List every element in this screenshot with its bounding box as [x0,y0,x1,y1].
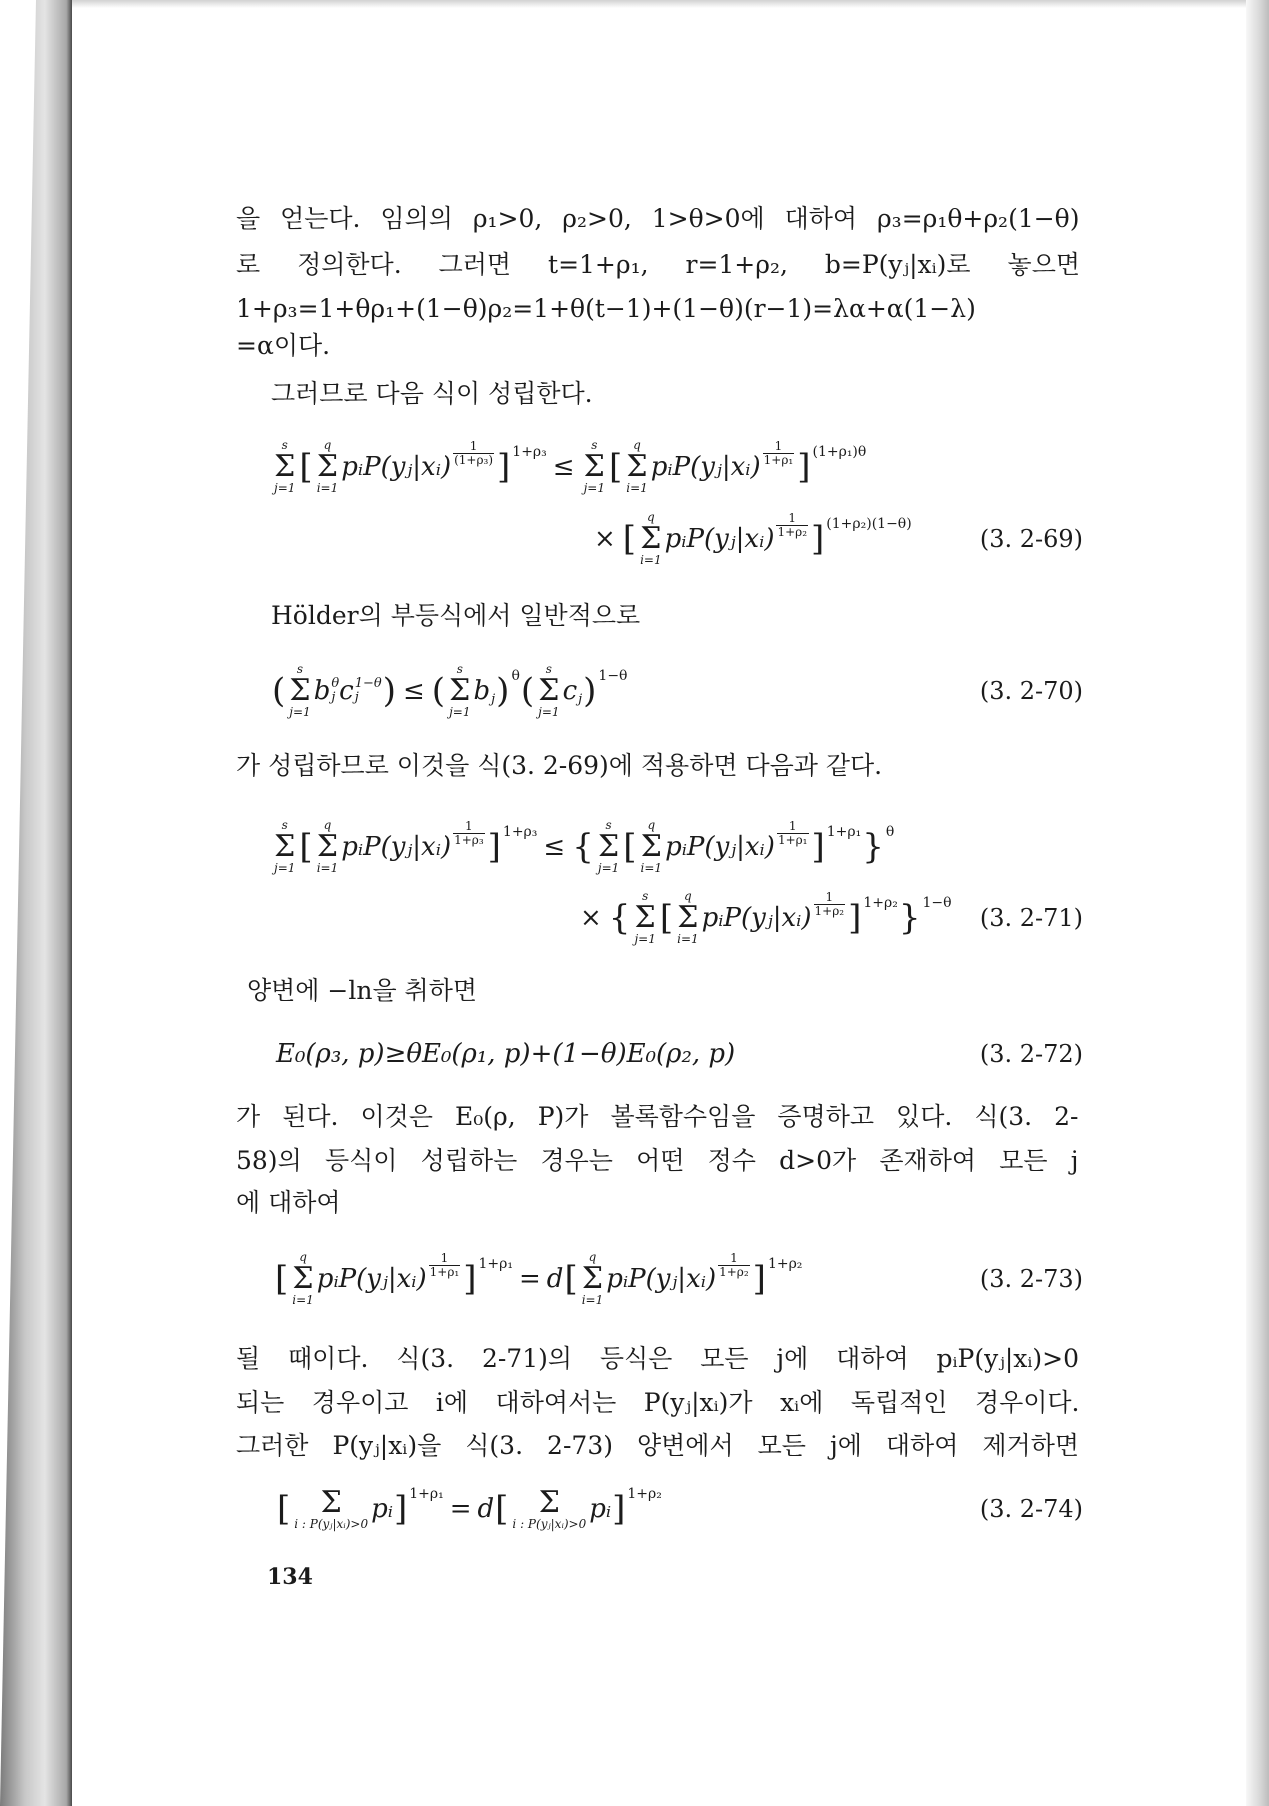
sum-lower-limit: j=1 [634,932,656,946]
sum-lower-limit: j=1 [274,481,296,495]
subscript: j [491,691,496,707]
fraction-exponent [814,891,846,918]
variable-c: c [339,676,354,706]
times-sign: × [580,903,602,933]
summation [626,439,648,495]
equation-body [276,1474,662,1544]
sum-upper-limit: s [296,662,304,676]
left-bracket: [ [277,1489,291,1529]
summation [274,819,295,875]
probability-term: pᵢP(yⱼ|xᵢ) [341,832,452,862]
variable-d: d [546,1264,564,1294]
text-line [236,1426,1083,1466]
fraction-denominator: 1+ρ₁ [777,832,808,847]
text-line-content: 되는 경우이고 i에 대하여서는 P(yⱼ|xᵢ)가 xᵢ에 독립적인 경우이다. [236,1388,1080,1417]
text-line-content: 58)의 등식이 성립하는 경우는 어떤 정수 d>0가 존재하여 모든 j [236,1146,1079,1175]
probability-term: pᵢ [589,1494,612,1524]
sum-upper-limit: q [647,818,656,832]
exponent: 1−θ [922,895,952,911]
text-line [236,1383,1083,1423]
fraction-exponent [453,820,485,847]
summation [292,1251,314,1307]
text-line [236,1097,1083,1137]
text-line-content: 양변에 −ln을 취하면 [247,976,477,1005]
equation-body [276,1019,735,1089]
sum-upper-limit: s [281,438,288,452]
text-line-content: 그러한 P(yⱼ|xᵢ)을 식(3. 2-73) 양변에서 모든 j에 대하여 제거하면 [236,1431,1079,1460]
times-sign: × [594,524,616,554]
equation-number: (3. 2-71) [979,904,1083,932]
less-equal-sign: ≤ [543,832,566,862]
sigma-symbol: Σ [274,829,296,864]
text-line [236,199,1083,239]
left-bracket: [ [622,519,637,559]
equation-body [271,656,628,726]
text-line-content: 에 대하여 [236,1188,341,1217]
sum-lower-limit: i=1 [677,932,699,946]
left-paren: ( [272,671,286,711]
sum-lower-limit: j=1 [597,861,620,875]
probability-term: pᵢP(yⱼ|xᵢ) [664,524,775,554]
fraction-denominator: (1+ρ₃) [454,452,494,467]
fraction-exponent [429,1252,461,1279]
right-bracket: ] [487,827,501,867]
equals-sign: = [449,1494,472,1524]
sum-lower-limit: i=1 [316,861,339,875]
sum-upper-limit: q [633,438,641,452]
sum-lower-limit: i=1 [292,1293,314,1307]
left-bracket: [ [608,447,623,487]
text-line [236,245,1083,285]
right-bracket: ] [811,519,825,559]
sigma-symbol: Σ [640,829,662,864]
sub-superscript [355,677,382,705]
left-bracket: [ [299,827,313,867]
sum-lower-limit: j=1 [289,705,311,719]
fraction-numerator: 1 [788,510,797,525]
summation [294,1484,369,1531]
equation-3-2-72 [276,1019,956,1089]
sigma-symbol: Σ [597,829,620,864]
page-top-shadow [72,0,1248,8]
sigma-symbol: Σ [634,900,656,935]
text-line-content: 가 성립하므로 이것을 식(3. 2-69)에 적용하면 다음과 같다. [236,751,883,780]
text-line [236,1339,1083,1379]
sigma-symbol: Σ [538,673,560,708]
summation [634,890,655,946]
fraction-numerator: 1 [465,818,473,833]
sum-upper-limit: q [646,510,655,524]
sum-upper-limit: s [456,662,463,676]
summation [512,1484,587,1531]
fraction-denominator: 1+ρ₁ [763,452,794,467]
right-bracket: ] [797,447,811,487]
sum-lower-limit: i=1 [640,861,663,875]
equation-number: (3. 2-74) [979,1495,1083,1523]
sigma-symbol: Σ [289,673,311,708]
subscript: j [578,691,583,707]
equation-3-2-69-line-2 [588,504,960,574]
exponent: 1+ρ₂ [767,1256,803,1272]
sum-lower-limit: i=1 [581,1293,604,1307]
left-bracket: [ [275,1259,289,1299]
variable-b: b [313,676,331,706]
fraction-exponent [763,440,795,467]
exponent: 1+ρ₃ [502,824,538,840]
sum-upper-limit: s [642,889,649,903]
fraction-exponent [776,512,808,539]
right-bracket: ] [393,1489,408,1529]
equation-3-2-69-line-1 [271,432,1083,502]
equation-3-2-74 [276,1474,966,1544]
fraction-denominator: 1+ρ₁ [429,1264,460,1279]
sum-upper-limit: s [591,438,598,452]
left-bracket: [ [564,1259,578,1299]
summation [641,819,663,875]
sum-upper-limit: q [323,438,332,452]
sum-lower-limit: j=1 [538,705,560,719]
text-line-content: 을 얻는다. 임의의 ρ₁>0, ρ₂>0, 1>θ>0에 대하여 ρ₃=ρ₁θ+ρ₂(1−θ) [236,204,1080,233]
sum-upper-limit: s [545,662,552,676]
fraction-numerator: 1 [774,438,783,453]
text-line-content: 그러므로 다음 식이 성립한다. [271,379,593,408]
fraction-denominator: 1+ρ₂ [814,903,845,918]
exponent: 1+ρ₃ [512,444,547,460]
right-paren: ) [382,671,396,711]
text-line-content: =α이다. [236,331,331,360]
sigma-symbol: Σ [274,449,296,484]
sigma-symbol: Σ [449,673,471,708]
probability-term: pᵢP(yⱼ|xᵢ) [650,452,761,482]
sum-lower-limit: i : P(yⱼ|xᵢ)>0 [294,1516,369,1531]
right-bracket: ] [848,898,862,938]
sum-lower-limit: j=1 [449,705,471,719]
fraction-numerator: 1 [469,438,478,453]
less-equal-sign: ≤ [403,676,425,706]
book-binding-edge [0,0,72,1806]
left-bracket: [ [623,827,637,867]
text-line [236,746,1083,786]
equation-number: (3. 2-72) [979,1040,1083,1068]
right-bracket: ] [612,1489,626,1529]
sum-upper-limit: q [684,889,692,903]
equation-number: (3. 2-73) [979,1265,1083,1293]
sigma-symbol: Σ [626,449,648,484]
sum-lower-limit: i=1 [316,481,339,495]
text-line [236,326,1083,366]
text-line [271,374,1083,414]
probability-term: pᵢP(yⱼ|xᵢ) [316,1264,427,1294]
exponent: 1+ρ₂ [627,1486,662,1502]
summation [598,819,619,875]
text-line [236,1183,1083,1223]
sigma-symbol: Σ [320,1484,342,1520]
subscript: j [354,690,359,705]
sigma-symbol: Σ [583,449,605,484]
exponent: 1+ρ₁ [409,1486,444,1502]
exponent: θ [511,668,520,684]
equation-3-2-71-line-2 [574,883,974,953]
variable-b: b [473,676,491,706]
convexity-inequality: E₀(ρ₃, p)≥θE₀(ρ₁, p)+(1−θ)E₀(ρ₂, p) [276,1039,736,1069]
sub-superscript [331,677,339,705]
sum-lower-limit: i=1 [626,481,648,495]
sigma-symbol: Σ [640,521,662,556]
equation-3-2-70 [271,656,951,726]
equation-number: (3. 2-70) [979,677,1083,705]
summation [640,511,662,567]
text-line [247,971,1083,1011]
sum-lower-limit: i : P(yⱼ|xᵢ)>0 [512,1516,587,1531]
text-line [236,1141,1083,1181]
summation [449,663,470,719]
text-line-content: Hölder의 부등식에서 일반적으로 [271,601,641,630]
less-equal-sign: ≤ [552,452,575,482]
page-number: 134 [267,1564,313,1590]
summation [317,439,339,495]
left-bracket: [ [659,898,674,938]
equation-number: (3. 2-69) [979,525,1083,553]
superscript: θ [331,676,340,691]
sum-lower-limit: j=1 [583,481,605,495]
summation [538,663,559,719]
fraction-exponent [718,1252,750,1279]
fraction-numerator: 1 [825,889,834,904]
sigma-symbol: Σ [677,900,699,935]
equation-body [271,812,894,882]
left-brace: { [608,898,631,938]
fraction-exponent [453,440,494,467]
sum-lower-limit: i=1 [640,553,662,567]
right-brace: } [862,827,884,867]
probability-term: pᵢ [371,1494,393,1524]
summation [582,1251,604,1307]
equation-body [588,504,912,574]
fraction-numerator: 1 [730,1250,738,1265]
exponent: θ [885,824,895,840]
text-line-content: 가 된다. 이것은 E₀(ρ, P)가 볼록함수임을 증명하고 있다. 식(3. 2- [236,1102,1079,1131]
text-line-content: 1+ρ₃=1+θρ₁+(1−θ)ρ₂=1+θ(t−1)+(1−θ)(r−1)=λα+α(1−λ) [236,294,976,323]
exponent: 1+ρ₁ [478,1256,513,1272]
sum-upper-limit: s [605,818,612,832]
left-brace: { [572,827,594,867]
probability-term: pᵢP(yⱼ|xᵢ) [606,1264,717,1294]
fraction-denominator: 1+ρ₃ [454,832,484,847]
variable-c: c [562,676,578,706]
right-brace: } [898,898,921,938]
summation [677,890,699,946]
right-bracket: ] [463,1259,477,1299]
fraction-denominator: 1+ρ₂ [719,1264,749,1279]
exponent: 1+ρ₂ [863,895,898,911]
right-bracket: ] [497,447,511,487]
variable-d: d [477,1494,495,1524]
fraction-numerator: 1 [788,818,797,833]
sum-lower-limit: j=1 [274,861,296,875]
sum-upper-limit: q [323,818,332,832]
exponent: (1+ρ₁)θ [812,444,867,460]
sigma-symbol: Σ [538,1484,560,1520]
left-bracket: [ [495,1489,509,1529]
equation-3-2-71-line-1 [271,812,1083,882]
summation [584,439,605,495]
summation [289,663,310,719]
right-paren: ) [496,671,510,711]
sigma-symbol: Σ [581,1261,604,1296]
probability-term: pᵢP(yⱼ|xᵢ) [665,832,775,862]
left-paren: ( [431,671,446,711]
sigma-symbol: Σ [316,449,339,484]
equation-body [271,432,866,502]
sigma-symbol: Σ [316,829,339,864]
text-line-content: 될 때이다. 식(3. 2-71)의 등식은 모든 j에 대하여 pᵢP(yⱼ|xᵢ)>0 [236,1344,1079,1373]
summation [274,439,295,495]
equals-sign: = [518,1264,541,1294]
text-line-content: 로 정의한다. 그러면 t=1+ρ₁, r=1+ρ₂, b=P(yⱼ|xᵢ)로 놓으면 [236,250,1080,279]
sigma-symbol: Σ [292,1261,314,1296]
fraction-denominator: 1+ρ₂ [777,524,808,539]
probability-term: pᵢP(yⱼ|xᵢ) [341,452,452,482]
text-line [271,596,1083,636]
exponent: 1−θ [598,668,628,684]
probability-term: pᵢP(yⱼ|xᵢ) [701,903,812,933]
fraction-exponent [777,820,809,847]
subscript: j [331,690,336,705]
left-bracket: [ [299,447,313,487]
equation-body [574,883,952,953]
right-bracket: ] [811,827,825,867]
fraction-numerator: 1 [440,1250,449,1265]
sum-upper-limit: q [299,1250,307,1264]
exponent: (1+ρ₂)(1−θ) [826,516,912,532]
superscript: 1−θ [354,676,382,691]
sum-upper-limit: q [588,1250,597,1264]
summation [317,819,339,875]
equation-3-2-73 [274,1244,964,1314]
page-right-shadow [1246,0,1269,1806]
text-line [236,289,1083,329]
right-bracket: ] [752,1259,766,1299]
left-paren: ( [520,671,535,711]
right-paren: ) [583,671,597,711]
sum-upper-limit: s [281,818,288,832]
equation-body [274,1244,802,1314]
exponent: 1+ρ₁ [826,824,862,840]
